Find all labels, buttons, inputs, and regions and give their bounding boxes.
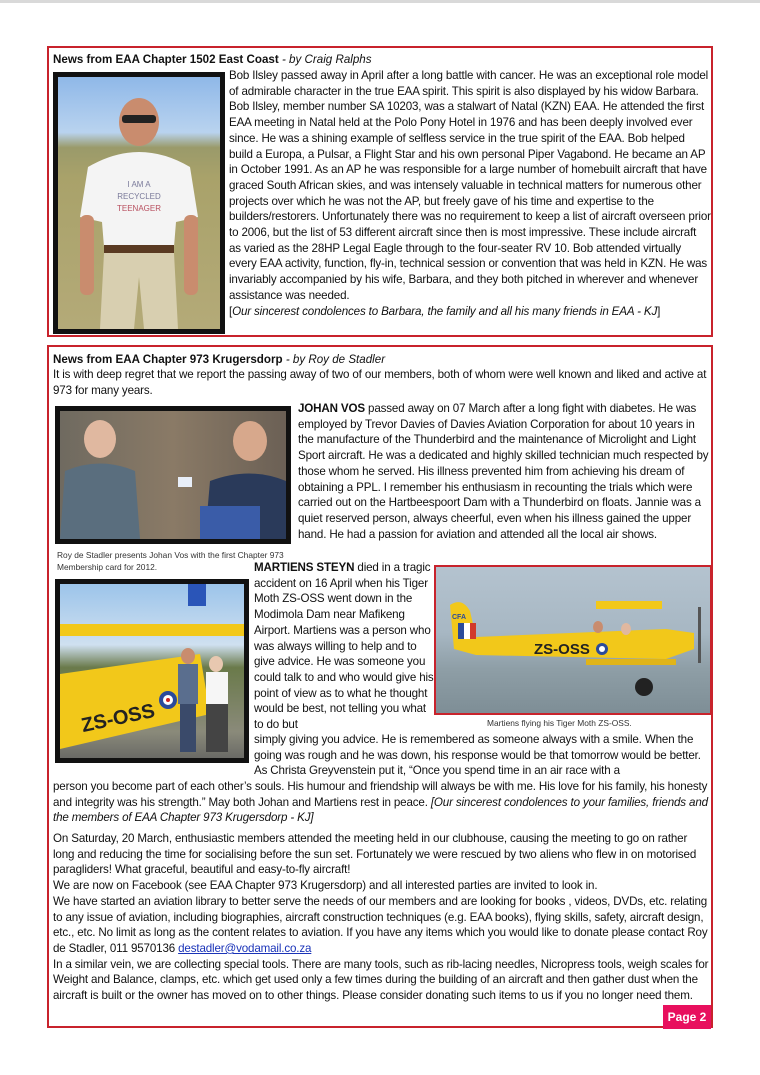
intro-text: It is with deep regret that we report the passing away of two of our members, both of whom were well known and liked and active at 973 for many years. <box>53 368 707 397</box>
svg-text:CFA: CFA <box>452 614 466 621</box>
martiens-body-wide: person you become part of each other’s souls. His humour and friendship will always be with me. His love for his family, his honesty and integrity was his strength.” May both Johan and Martiens rest in peace. <box>53 780 708 809</box>
johan-body: passed away on 07 March after a long fight with diabetes. He was employed by Trevor Davies of Davies Aviation Corporation for about 10 years in the manufacture of the Thunderbird and the maintenance of Microlight and Light Sport aircraft. He was a dedicated and highly skilled technician much respected by those whom he served. His illness prevented him from achieving his dream of obtaining a PPL. I remember his enthusiasm in recounting the trials which were carried out on the Hartbeespoort Dam with a Thunderbird on floats. Jannie was a quiet reserved person, always cheerful, even when his illness gained the upper hand. He had a passion for aviation and attended all the local air shows. <box>298 402 709 541</box>
tiger-moth-ground-icon <box>60 584 244 758</box>
bracket-open: [ <box>229 304 233 318</box>
section-heading <box>53 352 385 367</box>
section-title: News from EAA Chapter 1502 East Coast <box>53 53 279 66</box>
section-byline: - by Roy de Stadler <box>285 353 386 366</box>
johan-photo-caption: Roy de Stadler presents Johan Vos with the first Chapter 973 Membership card for 2012. <box>57 550 284 572</box>
johan-name: JOHAN VOS <box>298 402 365 415</box>
martiens-text-wide <box>53 779 709 826</box>
svg-text:RECYCLED: RECYCLED <box>117 192 161 201</box>
martiens-ground-photo <box>55 579 249 763</box>
obituary-text: Bob Ilsley passed away in April after a long battle with cancer. He was an exceptional role model of admirable character in the true EAA spirit. This spirit is also displayed by his widow Barbara. Bob Ilsley, member number SA 10203, was a stalwart of Natal (KZN) EAA. He attended the first EAA meeting in Natal held at the Polo Pony Hotel in 1976 and has been deeply involved ever since. He was a shining example of selfless service in the true spirit of the EAA. Bob helped build a Europa, a Pulsar, a Flight Star and his own personal Piper Vagabond. He became an AP in October 1991. As an AP he was responsible for a large number of homebuilt aircraft that have graced South African skies, and was intensely valuable in technical matters for numerous other projects over which he was not the AP, but freely gave of his time and expertise to the builders/restorers. Unfortunately there was no requirement to keep a list of aircraft overseen prior to 2006, but the list of 53 different aircraft since then is most impressive. These include aircraft as varied as the 28HP Legal Eagle through to the four-seater RV 10. Bob attended virtually every EAA activity, function, fly-in, technical session or convention that was held in KZN. He was invariably accompanied by his wife, Barbara, and they both pitched in wherever and whenever assistance was needed. <box>229 69 711 302</box>
johan-vos-photo <box>55 406 291 544</box>
svg-text:TEENAGER: TEENAGER <box>116 204 162 213</box>
johan-vos-text <box>298 401 710 542</box>
meeting-paragraph: On Saturday, 20 March, enthusiastic members attended the meeting held in our clubhouse, causing the meeting to go on rather long and reducing the time for socialising before the sun set. Fortunately we were rescued by two aliens who flew in on motorised paragliders! What graceful, beautiful and easy-to-fly aircraft! <box>53 832 697 877</box>
flying-photo-caption: Martiens flying his Tiger Moth ZS-OSS. <box>487 718 632 728</box>
martiens-text-narrow <box>254 560 434 733</box>
tools-paragraph: In a similar vein, we are collecting special tools. There are many tools, such as rib-lacing needles, Nicropress tools, weigh scales for Weight and Balance, clamps, etc. which get used only a few times during the building of an aircraft and then gather dust when the aircraft is built or the owner has moved on to other things. Please consider donating such items to us if you no longer need them. <box>53 957 709 1003</box>
section-body <box>229 68 711 319</box>
svg-text:ZS-OSS: ZS-OSS <box>79 699 157 737</box>
bob-ilsley-photo <box>53 72 225 334</box>
martiens-condolence: [Our sincerest condolences to your families, friends and the members of EAA Chapter 973 Krugersdorp - KJ] <box>53 795 708 825</box>
library-text: We have started an aviation library to better serve the needs of our members and are looking for books , videos, DVDs, etc. relating to any issue of aviation, including biographies, aircraft construction techniques (e.g. EAA books), flying skills, safety, aircraft design, etc., etc. No limit as long as the content relates to aviation. If you have any items which you would like to donate please contact Roy de Stadler, 011 9570136 <box>53 894 708 955</box>
bracket-close: ] <box>657 304 661 318</box>
svg-text:ZS-OSS: ZS-OSS <box>534 641 590 658</box>
martiens-text-mid: simply giving you advice. He is remembered as someone always with a smile. When the going was rough and he was down, his response would be that tomorrow would be better. As Christa Greyvenstein put it, “Once you spend time in an air race with a <box>254 733 701 778</box>
martiens-body-narrow: died in a tragic accident on 16 April when his Tiger Moth ZS-OSS went down in the Modimola Dam near Mafikeng Airport. Martiens was a person who was always willing to help and to give advice. He was someone you could talk to and who would give his point of view as to what he thought would be best, not telling you what to do but <box>254 561 434 732</box>
condolence-text: Our sincerest condolences to Barbara, the family and all his many friends in EAA - KJ <box>232 304 658 318</box>
chapter-news <box>53 831 709 1004</box>
facebook-paragraph: We are now on Facebook (see EAA Chapter 973 Krugersdorp) and all interested parties are invited to look in. <box>53 879 598 893</box>
section-krugersdorp <box>47 345 713 1028</box>
section-heading <box>53 52 372 67</box>
people-handshake-icon <box>60 411 286 539</box>
top-border-line <box>0 0 760 3</box>
section-byline: - by Craig Ralphs <box>281 53 372 66</box>
svg-text:I AM A: I AM A <box>127 180 151 189</box>
person-figure-icon <box>58 77 220 329</box>
library-paragraph <box>53 894 709 957</box>
section-east-coast <box>47 46 713 337</box>
email-link[interactable]: destadler@vodamail.co.za <box>178 941 312 955</box>
page-number-badge: Page 2 <box>663 1005 711 1029</box>
martiens-flying-photo <box>434 565 712 715</box>
tiger-moth-flying-icon <box>436 567 710 713</box>
martiens-name: MARTIENS STEYN <box>254 561 355 574</box>
section-title: News from EAA Chapter 973 Krugersdorp <box>53 353 283 366</box>
